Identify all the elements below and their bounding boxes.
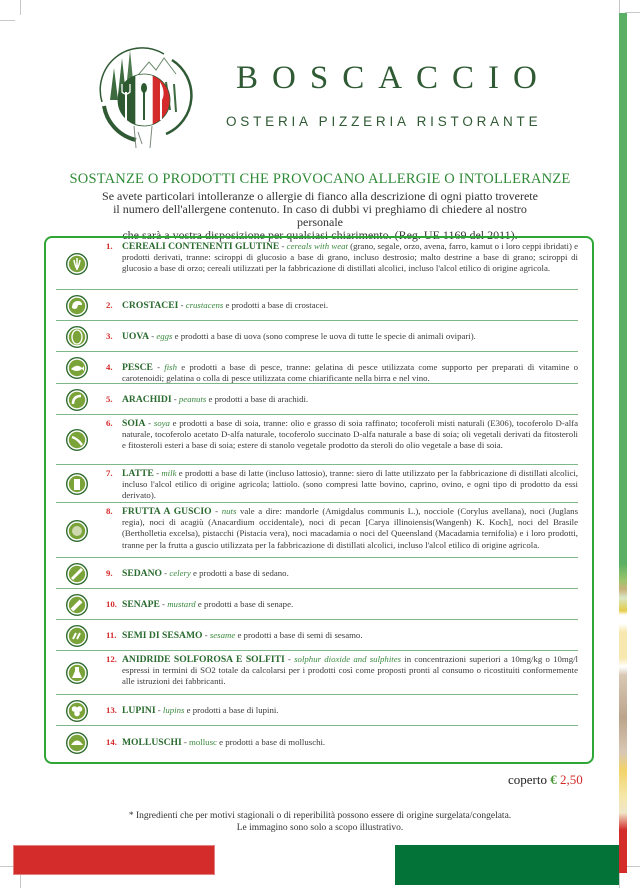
allergen-row (56, 503, 578, 558)
allergen-number: 8. (106, 506, 113, 516)
mustard-icon (66, 594, 88, 616)
crop-mark (627, 866, 640, 867)
allergen-english-name: peanuts (178, 393, 207, 404)
allergen-row (56, 695, 578, 726)
allergen-english-name: fish (164, 362, 178, 372)
euro-symbol: € (550, 772, 557, 787)
allergen-details: in concentrazioni superiori a 10mg/kg o 10mg/l espressi in termini di SO2 totale da calcolarsi per i prodotti così come proposti pronti al consumo o ricostituiti conformemente alle istruzioni dei fabbricanti. (122, 654, 578, 687)
crustacean-icon (66, 295, 88, 317)
soy-icon (66, 429, 88, 451)
allergen-english-name: milk (161, 468, 177, 478)
decorative-red-bar (13, 845, 215, 875)
allergen-name: MOLLUSCHI (122, 737, 182, 748)
allergen-english-name: mollusc (189, 737, 217, 747)
crop-mark (0, 866, 14, 867)
allergen-name: SOIA (122, 418, 146, 429)
allergen-name: SEDANO (122, 567, 162, 579)
shell-icon (66, 732, 88, 754)
allergen-number: 1. (106, 241, 113, 251)
allergen-number: 3. (106, 330, 113, 341)
allergen-row (56, 726, 578, 760)
page-title: SOSTANZE O PRODOTTI CHE PROVOCANO ALLERGIE O INTOLLERANZE (69, 171, 571, 187)
allergen-description: 13. LUPINI - lupins e prodotti a base di lupini. (106, 704, 279, 716)
allergen-details: e prodotti a base di sedano. (190, 567, 289, 578)
allergen-name: PESCE (122, 362, 153, 373)
lupin-icon (66, 700, 88, 722)
allergen-name: UOVA (122, 330, 150, 342)
crop-mark (625, 12, 640, 13)
footnote-line: * Ingredienti che per motivi stagionali o di reperibilità possono essere di origine surgelata/congelata. (128, 811, 512, 821)
allergen-row (56, 321, 578, 352)
allergen-row (56, 415, 578, 465)
allergen-description: 4. PESCE - fish e prodotti a base di pesce, tranne: gelatina di pesce utilizzata come supporto per preparati di vitamine o carotenoidi; gelatina o colla di pesce utilizzata come chiarificante nella birra e nel vino. (106, 362, 578, 384)
allergen-number: 9. (106, 567, 113, 578)
allergen-english-name: solphur dioxide and sulphites (294, 654, 402, 664)
intro-line: che sarà a vostra disposizione per qualsiasi chiarimento. (Reg. UE 1169 del 2011). (122, 228, 518, 242)
footnote (0, 810, 640, 834)
allergen-name: LUPINI (122, 704, 156, 716)
allergen-details: e prodotti a base di uova (sono comprese le uova di tutte le specie di animali ovipari). (172, 330, 476, 341)
crop-mark (0, 20, 15, 21)
cover-charge (508, 772, 583, 788)
crop-mark (20, 873, 21, 888)
allergen-description: 6. SOIA - soya e prodotti a base di soia, tranne: olio e grasso di soia raffinato; tocoferoli misti naturali (E306), tocoferolo D-alfa naturale, tocoferolo acetato D-alfa naturale, tocoferolo succinato D-alfa naturale a base di soia; oli vegetali derivati da fitosteroli e fitosteroli esteri a base di soia; estere di stanolo vegetale prodotto da steroli do olio vegetale a base di soia. (106, 418, 579, 451)
allergen-name: LATTE (122, 468, 154, 479)
allergen-row (56, 238, 578, 290)
intro-line: Se avete particolari intolleranze o allergie di fianco alla descrizione di ogni piatto troverete (102, 189, 538, 203)
allergen-details: e prodotti a base di latte (incluso lattosio), tranne: siero di latte utilizzato per la fabbricazione di distillati alcolici, incluso l'alcol etilico di origine agricola; lattiolo. (sono compresi latte bovino, caprino, ovino, e ogni tipo di prodotto da essi derivato). (122, 468, 579, 501)
allergen-details: e prodotti a base di molluschi. (216, 737, 326, 747)
allergen-details: e prodotti a base di arachidi. (206, 393, 309, 404)
allergen-details: e prodotti a base di crostacei. (223, 299, 329, 310)
allergen-name: SEMI DI SESAMO (122, 629, 203, 641)
decorative-side-image (619, 13, 627, 873)
allergen-number: 13. (106, 704, 117, 715)
allergen-description: 8. FRUTTA A GUSCIO - nuts vale a dire: mandorle (Amigdalus communis L.), nocciole (Corylus avellana), noci (Juglans regia), noci di acagiù (Anacardium occidentale), noci di pecan [Carya illinoiensis(Wangenh) K. Koch], noci del Brasile (Bertholletia excelsa), pistacchi (Pistacia vera), noci macadamia o noci del Queensland (Macadamia ternifolia) e i loro prodotti, tranne per la frutta a guscio utilizzata per la fabbricazione di distillati alcolici, incluso l'alcol etilico di origine agricola. (106, 506, 578, 550)
allergen-details: e prodotti a base di soia, tranne: olio e grasso di soia raffinato; tocoferoli misti naturali (E306), tocoferolo D-alfa naturale, tocoferolo acetato D-alfa naturale, tocoferolo succinato D-alfa naturale a base di soia; oli vegetali derivati da fitosteroli e fitosteroli esteri a base di soia; estere di stanolo vegetale prodotto da steroli do olio vegetale a base di soia. (122, 418, 579, 451)
nut-icon (66, 520, 88, 542)
peanut-icon (66, 389, 88, 411)
allergen-description: 10. SENAPE - mustard e prodotti a base di senape. (106, 598, 294, 610)
milk-icon (66, 473, 88, 495)
crop-mark (619, 0, 620, 13)
footnote-line: Le immagino sono solo a scopo illustrativo. (236, 823, 404, 833)
sulphite-flask-icon (66, 662, 88, 684)
allergen-details: e prodotti a base di senape. (195, 598, 294, 609)
allergen-english-name: crustacens (185, 299, 224, 310)
allergen-english-name: nuts (221, 506, 237, 516)
allergen-row (56, 589, 578, 620)
crop-mark (20, 0, 21, 15)
allergen-number: 5. (106, 393, 113, 404)
intro-line: il numero dell'allergene contenuto. In caso di dubbi vi preghiamo di chiedere al nostro personale (113, 202, 527, 229)
allergen-details: e prodotti a base di pesce, tranne: gelatina di pesce utilizzata come supporto per preparati di vitamine o carotenoidi; gelatina o colla di pesce utilizzata come chiarificante nella birra e nel vino. (122, 362, 578, 384)
allergen-english-name: celery (169, 567, 191, 578)
allergen-english-name: lupins (162, 704, 185, 715)
allergen-english-name: eggs (156, 330, 173, 341)
allergen-description: 5. ARACHIDI - peanuts e prodotti a base di arachidi. (106, 393, 309, 405)
allergen-name: CROSTACEI (122, 299, 179, 311)
allergen-number: 14. (106, 737, 117, 747)
allergen-number: 7. (106, 468, 113, 478)
cover-charge-label: coperto (508, 772, 547, 787)
allergen-description: 7. LATTE - milk e prodotti a base di latte (incluso lattosio), tranne: siero di latte utilizzato per la fabbricazione di distillati alcolici, incluso l'alcol etilico di origine agricola; lattiolo. (sono compresi latte bovino, caprino, ovino, e ogni tipo di prodotto da essi derivato). (106, 468, 579, 501)
allergen-english-name: cereals with weat (286, 241, 348, 251)
allergen-row (56, 352, 578, 384)
allergen-description: 2. CROSTACEI - crustacens e prodotti a base di crostacei. (106, 299, 329, 311)
allergen-name: SENAPE (122, 598, 160, 610)
allergen-number: 12. (106, 654, 117, 664)
allergen-details: (grano, segale, orzo, avena, farro, kamut o i loro ceppi ibridati) e prodotti derivati, tranne: sciroppi di glucosio a base di grano, incluso destrosio; malto destrine a base di grano; sciroppi di glucosio a base di orzo; cereali utilizzati per la fabbricazione di distillati alcolici, incluso l'alcol etilico di origine agricola. (122, 241, 578, 274)
allergen-number: 11. (106, 629, 117, 640)
allergen-name: CEREALI CONTENENTI GLUTINE (122, 241, 280, 252)
allergen-description: 9. SEDANO - celery e prodotti a base di sedano. (106, 567, 289, 579)
allergen-description: 14. MOLLUSCHI - mollusc e prodotti a base di molluschi. (106, 737, 326, 748)
allergen-details: vale a dire: mandorle (Amigdalus communis L.), nocciole (Corylus avellana), noci (Juglans regia), noci di acagiù (Anacardium occidentale), noci di pecan [Carya illinoiensis(Wangenh) K. Koch], noci del Brasile (Bertholletia excelsa), pistacchi (Pistacia vera), noci macadamia o noci del Queensland (Macadamia ternifolia) e i loro prodotti, tranne per la frutta a guscio utilizzata per la fabbricazione di distillati alcolici, incluso l'alcol etilico di origine agricola. (122, 506, 578, 550)
cover-charge-price: 2,50 (559, 772, 583, 787)
allergen-row (56, 558, 578, 589)
intro-text (90, 190, 550, 242)
brand-subtitle: OSTERIA PIZZERIA RISTORANTE (226, 114, 542, 129)
allergen-name: ARACHIDI (122, 393, 172, 405)
allergen-number: 10. (106, 598, 117, 609)
wheat-icon (66, 253, 88, 275)
allergen-details: e prodotti a base di lupini. (184, 704, 279, 715)
allergen-description: 12. ANIDRIDE SOLFOROSA E SOLFITI - solphur dioxide and sulphites in concentrazioni superiori a 10mg/kg o 10mg/l espressi in termini di SO2 totale da calcolarsi per i prodotti così come proposti pronti al consumo o ricostituiti conformemente alle istruzioni dei fabbricanti. (106, 654, 578, 687)
allergen-row (56, 384, 578, 415)
allergen-row (56, 290, 578, 321)
allergen-description: 11. SEMI DI SESAMO - sesame e prodotti a base di semi di sesamo. (106, 629, 363, 641)
egg-icon (66, 326, 88, 348)
allergen-row (56, 620, 578, 651)
crop-mark (619, 873, 620, 888)
restaurant-logo-cutlery-forest (94, 40, 194, 152)
allergen-number: 6. (106, 418, 113, 428)
allergen-description: 1. CEREALI CONTENENTI GLUTINE - cereals with weat (grano, segale, orzo, avena, farro, kamut o i loro ceppi ibridati) e prodotti derivati, tranne: sciroppi di glucosio a base di grano, incluso destrosio; malto destrine a base di grano; sciroppi di glucosio a base di orzo; cereali utilizzati per la fabbricazione di distillati alcolici, incluso l'alcol etilico di origine agricola. (106, 241, 578, 274)
celery-icon (66, 563, 88, 585)
allergen-english-name: soya (153, 418, 170, 428)
allergen-row (56, 651, 578, 695)
fish-icon (66, 357, 88, 379)
allergen-english-name: sesame (209, 629, 236, 640)
allergen-row (56, 465, 578, 503)
allergen-name: ANIDRIDE SOLFOROSA E SOLFITI (122, 654, 285, 665)
allergen-details: e prodotti a base di semi di sesamo. (235, 629, 363, 640)
allergen-description: 3. UOVA - eggs e prodotti a base di uova (sono comprese le uova di tutte le specie di animali ovipari). (106, 330, 476, 342)
allergen-name: FRUTTA A GUSCIO (122, 506, 212, 517)
sesame-icon (66, 625, 88, 647)
brand-name: BOSCACCIO (236, 60, 551, 96)
allergen-number: 2. (106, 299, 113, 310)
decorative-green-bar (395, 845, 619, 885)
allergen-number: 4. (106, 362, 113, 372)
allergen-english-name: mustard (167, 598, 196, 609)
